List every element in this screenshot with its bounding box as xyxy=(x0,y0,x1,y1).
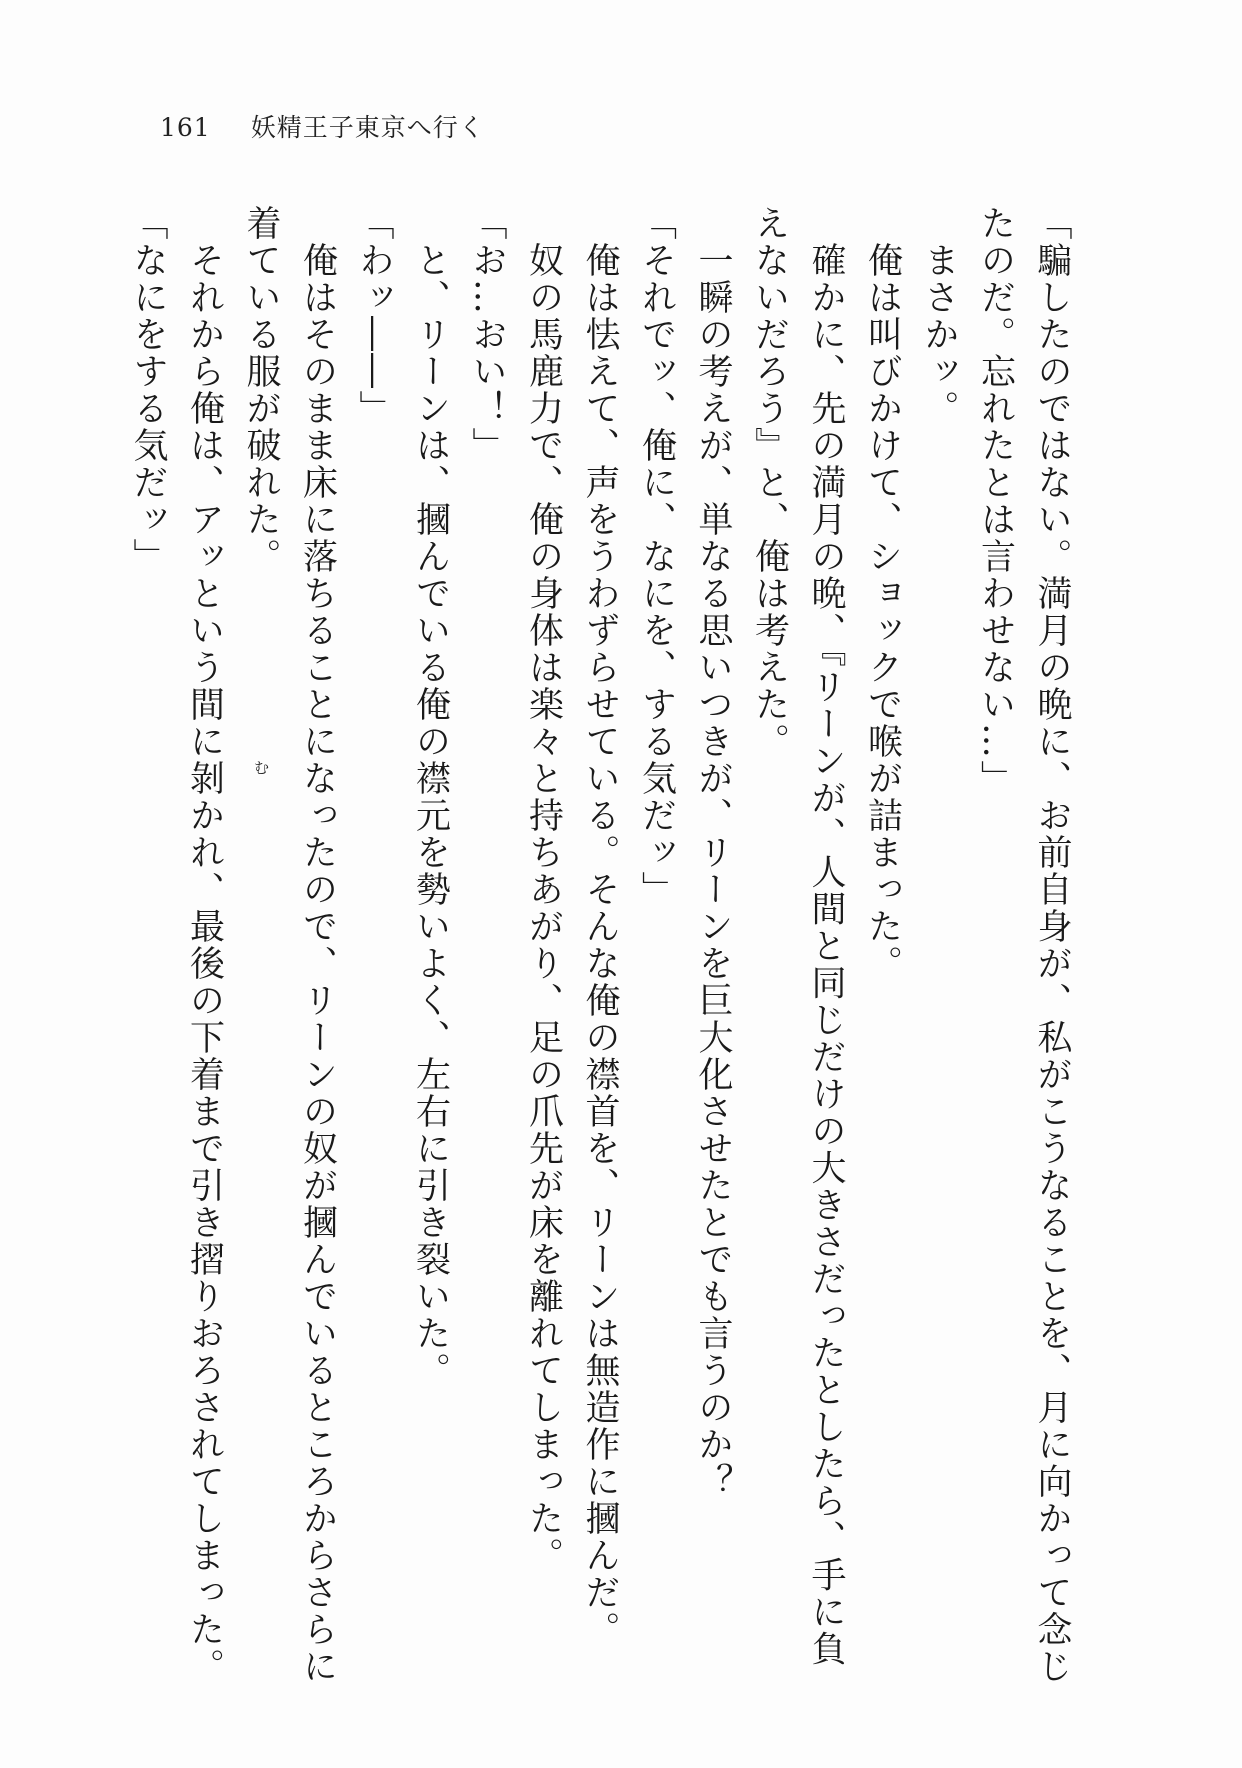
text-line: それから俺は、アッという間に剝かれ、最後の下着まで引き摺りおろされてしまった。 xyxy=(184,205,225,1685)
text-line: 「わッ――」 xyxy=(354,205,394,427)
page-header xyxy=(160,108,485,144)
running-title: 妖精王子東京へ行く xyxy=(250,113,485,142)
text-line: 着ている服が破れた。 xyxy=(241,205,281,575)
text-line: 一瞬の考えが、単なる思いつきが、リーンを巨大化させたとでも言うのか？ xyxy=(693,205,733,1500)
text-line: 「騙したのではない。満月の晩に、お前自身が、私がこうなることを、月に向かって念じ xyxy=(1032,205,1072,1685)
text-line: と、リーンは、摑んでいる俺の襟元を勢いよく、左右に引き裂いた。 xyxy=(410,205,451,1389)
text-line: 確かに、先の満月の晩、『リーンが、人間と同じだけの大きさだったとしたら、手に負 xyxy=(806,205,846,1668)
ruby-annotation: む xyxy=(254,759,270,777)
text-line: 「なにをする気だッ」 xyxy=(128,205,168,575)
text-line: 俺はそのまま床に落ちることになったので、リーンの奴が摑んでいるところからさらに xyxy=(297,205,338,1685)
text-line: 「お…おい！」 xyxy=(467,205,507,464)
text-line: 「それでッ、俺に、なにを、する気だッ」 xyxy=(636,205,677,908)
page-number: 161 xyxy=(160,113,211,142)
vertical-text-body xyxy=(120,205,1081,1685)
text-line: 俺は叫びかけて、ショックで喉が詰まった。 xyxy=(862,205,903,982)
text-line: 奴の馬鹿力で、俺の身体は楽々と持ちあがり、足の爪先が床を離れてしまった。 xyxy=(523,205,564,1574)
text-line: えないだろう』と、俺は考えた。 xyxy=(749,205,790,760)
text-line: 俺は怯えて、声をうわずらせている。そんな俺の襟首を、リーンは無造作に摑んだ。 xyxy=(580,205,620,1648)
text-line: たのだ。忘れたとは言わせない…」 xyxy=(975,205,1016,797)
text-line: まさかッ。 xyxy=(919,205,959,427)
